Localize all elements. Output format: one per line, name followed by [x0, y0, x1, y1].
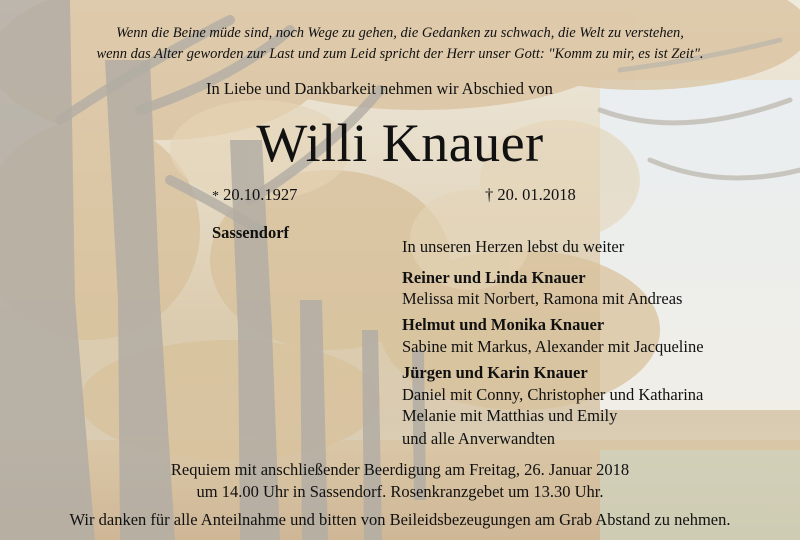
birth-symbol: *	[212, 189, 219, 204]
family-members: Melanie mit Matthias und Emily	[402, 406, 618, 425]
deceased-place: Sassendorf	[212, 223, 290, 242]
death-date	[485, 185, 576, 205]
mourners-closing: und alle Anverwandten	[402, 429, 556, 448]
family-members: Melissa mit Norbert, Ramona mit Andreas	[402, 289, 683, 308]
family-members: Sabine mit Markus, Alexander mit Jacqueline	[402, 337, 704, 356]
quote-line-1: Wenn die Beine müde sind, noch Wege zu gehen, die Gedanken zu schwach, die Welt zu verstehen,	[116, 25, 684, 41]
family-name: Jürgen und Karin Knauer	[402, 363, 588, 382]
deceased-name: Willi Knauer	[256, 113, 544, 173]
death-symbol: †	[485, 185, 494, 204]
birth-date	[212, 185, 297, 205]
family-name: Reiner und Linda Knauer	[402, 268, 586, 287]
death-date-value: 20. 01.2018	[497, 185, 576, 204]
intro-text: In Liebe und Dankbarkeit nehmen wir Abschied von	[206, 79, 553, 98]
thanks-text: Wir danken für alle Anteilnahme und bitten von Beileidsbezeugungen am Grab Abstand zu nehmen.	[69, 510, 731, 529]
birth-date-value: 20.10.1927	[223, 185, 298, 204]
family-members: Daniel mit Conny, Christopher und Katharina	[402, 385, 704, 404]
mourners-heading: In unseren Herzen lebst du weiter	[402, 237, 625, 256]
service-line-1: Requiem mit anschließender Beerdigung am Freitag, 26. Januar 2018	[170, 460, 630, 479]
service-line-2: um 14.00 Uhr in Sassendorf. Rosenkranzgebet um 13.30 Uhr.	[196, 482, 604, 501]
quote-line-2: wenn das Alter geworden zur Last und zum Leid spricht der Herr unser Gott: "Komm zu mir, es ist Zeit".	[96, 46, 704, 62]
family-name: Helmut und Monika Knauer	[402, 315, 605, 334]
